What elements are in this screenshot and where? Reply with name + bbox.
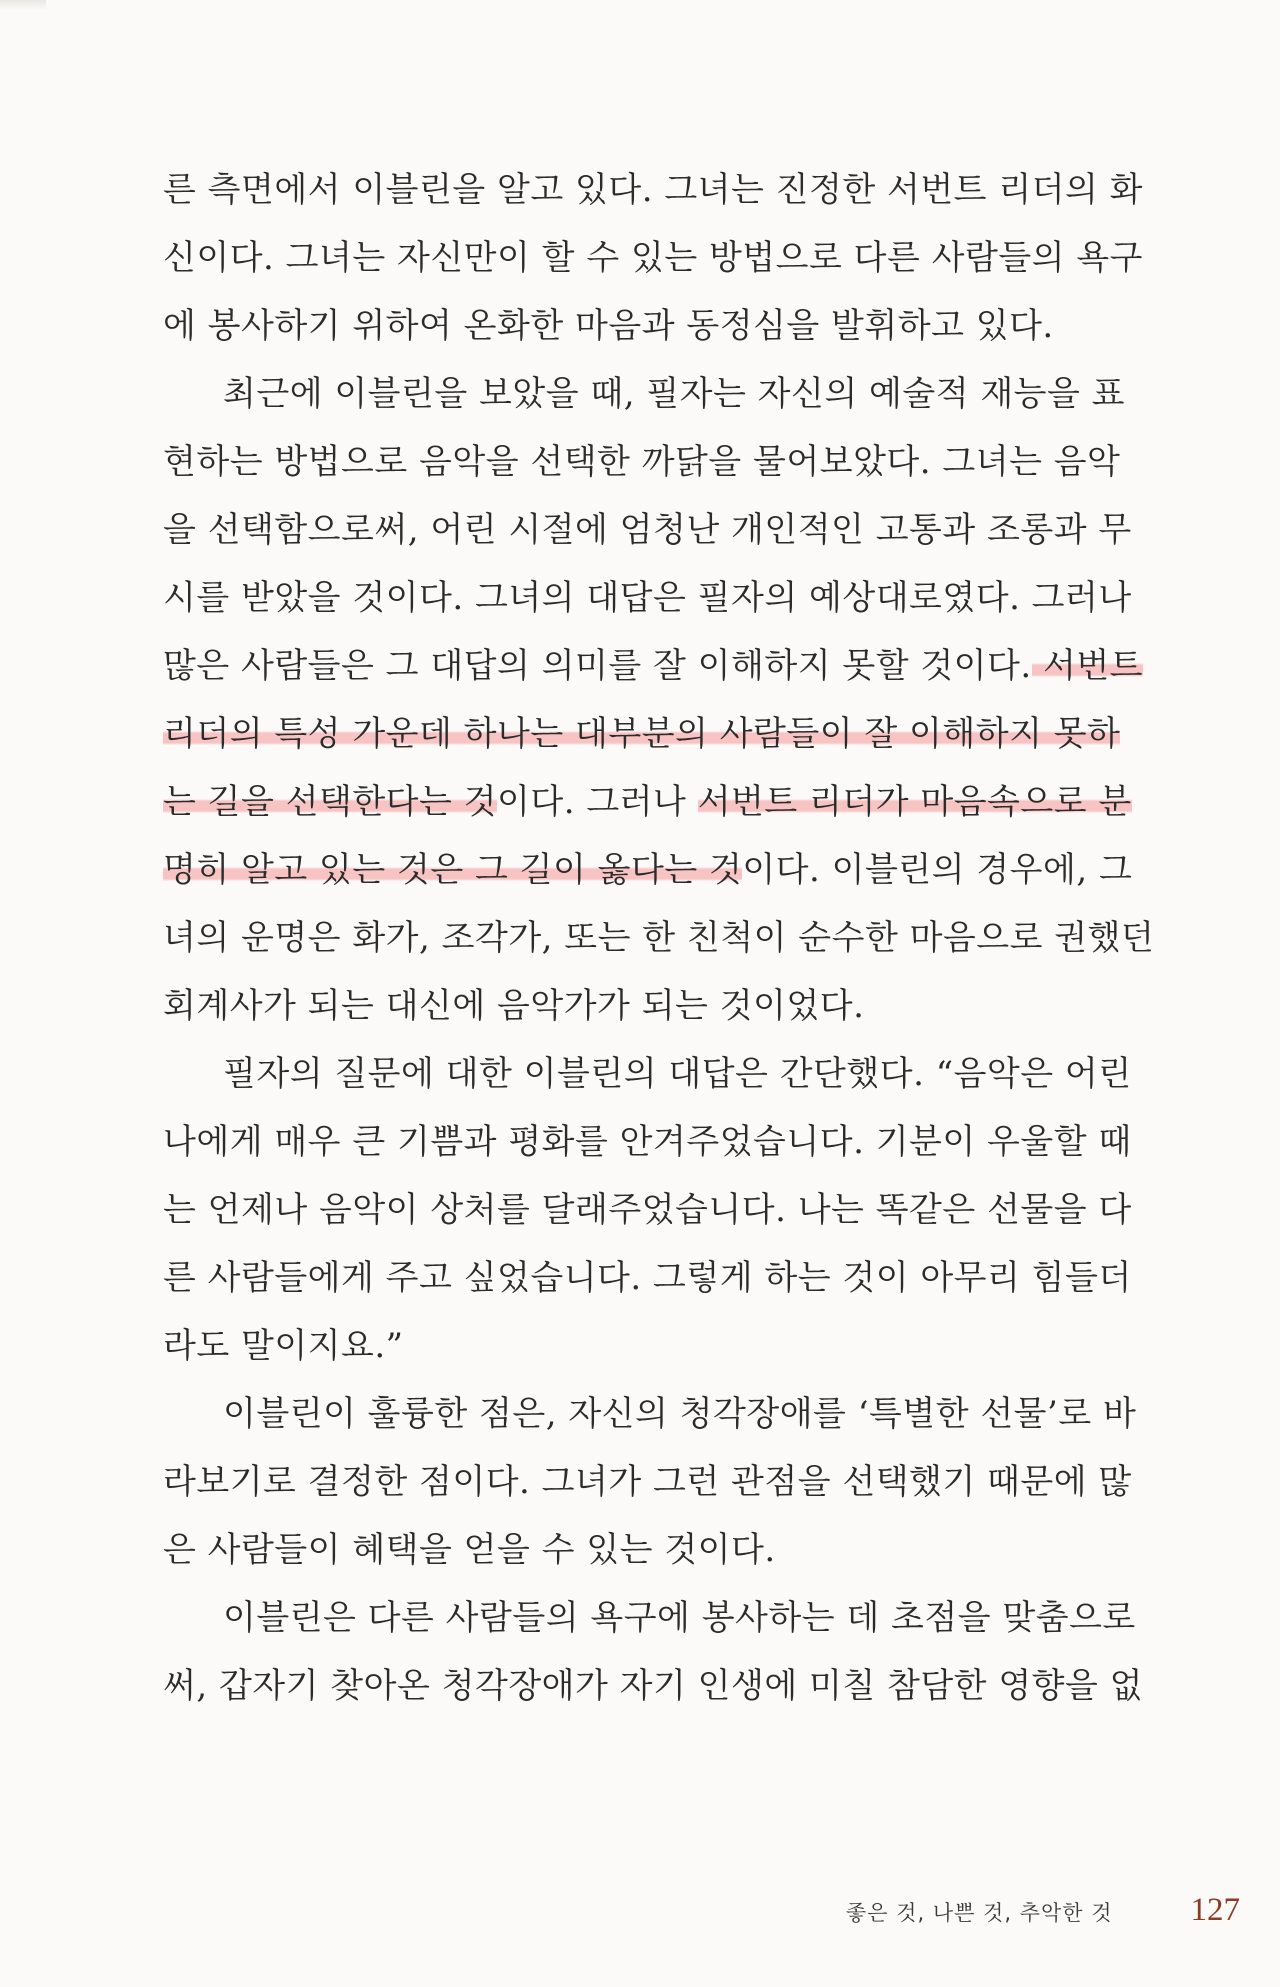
text-line: 필자의 질문에 대한 이블린의 대답은 간단했다. “음악은 어린 bbox=[223, 1054, 1132, 1094]
text-line: 신이다. 그녀는 자신만이 할 수 있는 방법으로 다른 사람들의 욕구 bbox=[163, 238, 1144, 278]
text-line: 은 사람들이 혜택을 얻을 수 있는 것이다. bbox=[163, 1530, 776, 1570]
text-line: 에 봉사하기 위하여 온화한 마음과 동정심을 발휘하고 있다. bbox=[163, 306, 1054, 346]
text-line: 라보기로 결정한 점이다. 그녀가 그런 관점을 선택했기 때문에 많 bbox=[163, 1462, 1132, 1502]
text-line: 이블린이 훌륭한 점은, 자신의 청각장애를 ‘특별한 선물’로 바 bbox=[223, 1394, 1137, 1434]
highlighted-text: 리더의 특성 가운데 하나는 대부분의 사람들이 잘 이해하지 못하 bbox=[163, 714, 1121, 754]
body-text bbox=[163, 156, 1155, 1720]
highlighted-text: 명히 알고 있는 것은 그 길이 옳다는 것 bbox=[163, 850, 743, 890]
text-line: 녀의 운명은 화가, 조각가, 또는 한 친척이 순수한 마음으로 권했던 bbox=[163, 918, 1155, 958]
text-line: 이블린은 다른 사람들의 욕구에 봉사하는 데 초점을 맞춤으로 bbox=[223, 1598, 1136, 1638]
highlighted-text: 는 길을 선택한다는 것 bbox=[163, 782, 498, 822]
text-line: 라도 말이지요.” bbox=[163, 1326, 404, 1366]
page-number: 127 bbox=[1190, 1892, 1240, 1928]
text-line: 른 사람들에게 주고 싶었습니다. 그렇게 하는 것이 아무리 힘들더 bbox=[163, 1258, 1132, 1298]
text-line bbox=[163, 836, 1133, 904]
text-line: 는 언제나 음악이 상처를 달래주었습니다. 나는 똑같은 선물을 다 bbox=[163, 1190, 1132, 1230]
text-line: 나에게 매우 큰 기쁨과 평화를 안겨주었습니다. 기분이 우울할 때 bbox=[163, 1122, 1132, 1162]
text-line bbox=[163, 768, 1132, 836]
text-line: 시를 받았을 것이다. 그녀의 대답은 필자의 예상대로였다. 그러나 bbox=[163, 578, 1132, 618]
text-segment: 이다. 이블린의 경우에, 그 bbox=[742, 850, 1133, 890]
text-line bbox=[163, 700, 1121, 768]
text-line: 을 선택함으로써, 어린 시절에 엄청난 개인적인 고통과 조롱과 무 bbox=[163, 510, 1132, 550]
text-segment: 이다. 그러나 bbox=[497, 782, 698, 822]
highlighted-text: 서번트 bbox=[1031, 646, 1144, 686]
text-segment: 많은 사람들은 그 대답의 의미를 잘 이해하지 못할 것이다. bbox=[163, 646, 1032, 686]
text-line: 써, 갑자기 찾아온 청각장애가 자기 인생에 미칠 참담한 영향을 없 bbox=[163, 1666, 1144, 1706]
scan-edge-mark bbox=[0, 0, 46, 10]
text-line: 른 측면에서 이블린을 알고 있다. 그녀는 진정한 서번트 리더의 화 bbox=[163, 170, 1144, 210]
text-line: 최근에 이블린을 보았을 때, 필자는 자신의 예술적 재능을 표 bbox=[223, 374, 1126, 414]
text-line: 회계사가 되는 대신에 음악가가 되는 것이었다. bbox=[163, 986, 865, 1026]
running-title: 좋은 것, 나쁜 것, 추악한 것 bbox=[845, 1901, 1113, 1925]
highlighted-text: 서번트 리더가 마음속으로 분 bbox=[697, 782, 1132, 822]
page-footer bbox=[700, 1892, 1240, 1932]
text-line bbox=[163, 632, 1144, 700]
text-line: 현하는 방법으로 음악을 선택한 까닭을 물어보았다. 그녀는 음악 bbox=[163, 442, 1121, 482]
